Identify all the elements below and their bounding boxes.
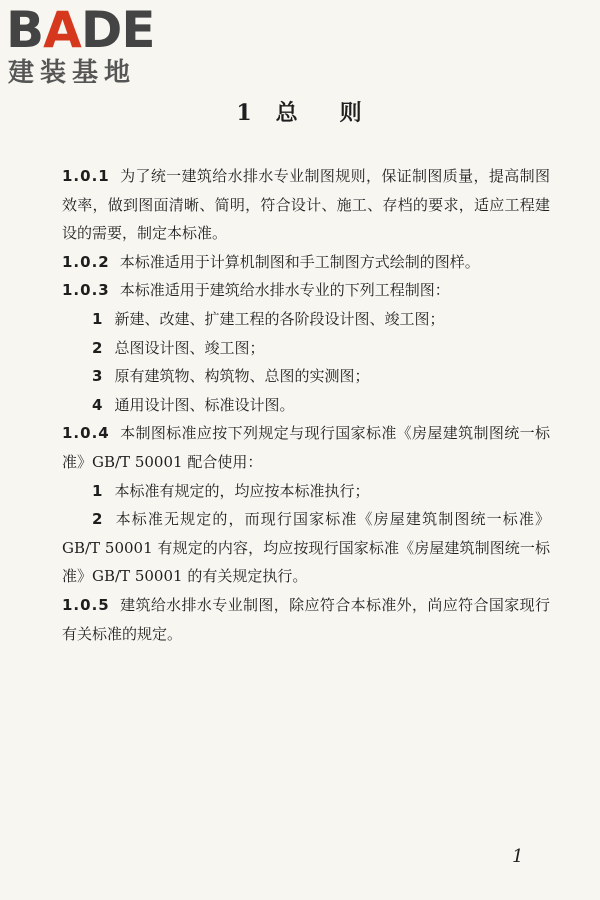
list-item — [62, 362, 550, 391]
clause-text: 为了统一建筑给水排水专业制图规则，保证制图质量，提高制图效率，做到图面清晰、简明，符合设计、施工、存档的要求，适应工程建设的需要，制定本标准。 — [62, 167, 550, 243]
clause-1-0-1 — [62, 162, 550, 248]
list-item — [62, 334, 550, 363]
chapter-title-char-1: 总 — [275, 100, 300, 126]
chapter-title — [0, 96, 600, 127]
item-number: 3 — [92, 367, 103, 386]
list-item — [62, 391, 550, 420]
item-text: 本标准无规定的，而现行国家标准《房屋建筑制图统一标准》GB/T 50001 有规定的内容，均应按现行国家标准《房屋建筑制图统一标准》GB/T 50001 的有关规定执行。 — [62, 510, 550, 586]
bade-logo — [6, 1, 176, 90]
clause-number: 1.0.4 — [62, 424, 110, 443]
item-text: 本标准有规定的，均应按本标准执行； — [114, 481, 370, 500]
clause-1-0-3 — [62, 276, 550, 305]
clause-text: 建筑给水排水专业制图，除应符合本标准外，尚应符合国家现行有关标准的规定。 — [62, 595, 550, 643]
page-number: 1 — [512, 846, 524, 867]
clause-1-0-4 — [62, 419, 550, 476]
item-number: 2 — [92, 510, 103, 529]
document-body — [62, 162, 550, 648]
logo-wordmark: BADE — [6, 1, 155, 59]
clause-1-0-5 — [62, 591, 550, 648]
clause-number: 1.0.5 — [62, 595, 110, 614]
item-number: 1 — [92, 481, 103, 500]
item-number: 1 — [92, 309, 103, 328]
logo-subtitle: 建装基地 — [8, 58, 137, 88]
clause-text: 本制图标准应按下列规定与现行国家标准《房屋建筑制图统一标准》GB/T 50001 配合使用： — [62, 424, 550, 471]
item-number: 2 — [92, 338, 103, 357]
clause-number: 1.0.1 — [62, 167, 110, 185]
clause-number: 1.0.3 — [62, 281, 110, 300]
chapter-title-char-2: 则 — [339, 100, 364, 126]
list-item — [62, 477, 550, 506]
item-text: 通用设计图、标准设计图。 — [114, 395, 295, 414]
item-number: 4 — [92, 395, 103, 414]
clause-text: 本标准适用于计算机制图和手工制图方式绘制的图样。 — [119, 252, 480, 271]
clause-1-0-2 — [62, 248, 550, 277]
clause-text: 本标准适用于建筑给水排水专业的下列工程制图： — [119, 281, 450, 300]
list-item — [62, 305, 550, 334]
clause-number: 1.0.2 — [62, 252, 110, 271]
item-text: 总图设计图、竣工图； — [114, 338, 265, 357]
list-item — [62, 505, 550, 591]
item-text: 新建、改建、扩建工程的各阶段设计图、竣工图； — [114, 309, 445, 328]
item-text: 原有建筑物、构筑物、总图的实测图； — [114, 367, 370, 386]
chapter-number: 1 — [236, 100, 254, 126]
